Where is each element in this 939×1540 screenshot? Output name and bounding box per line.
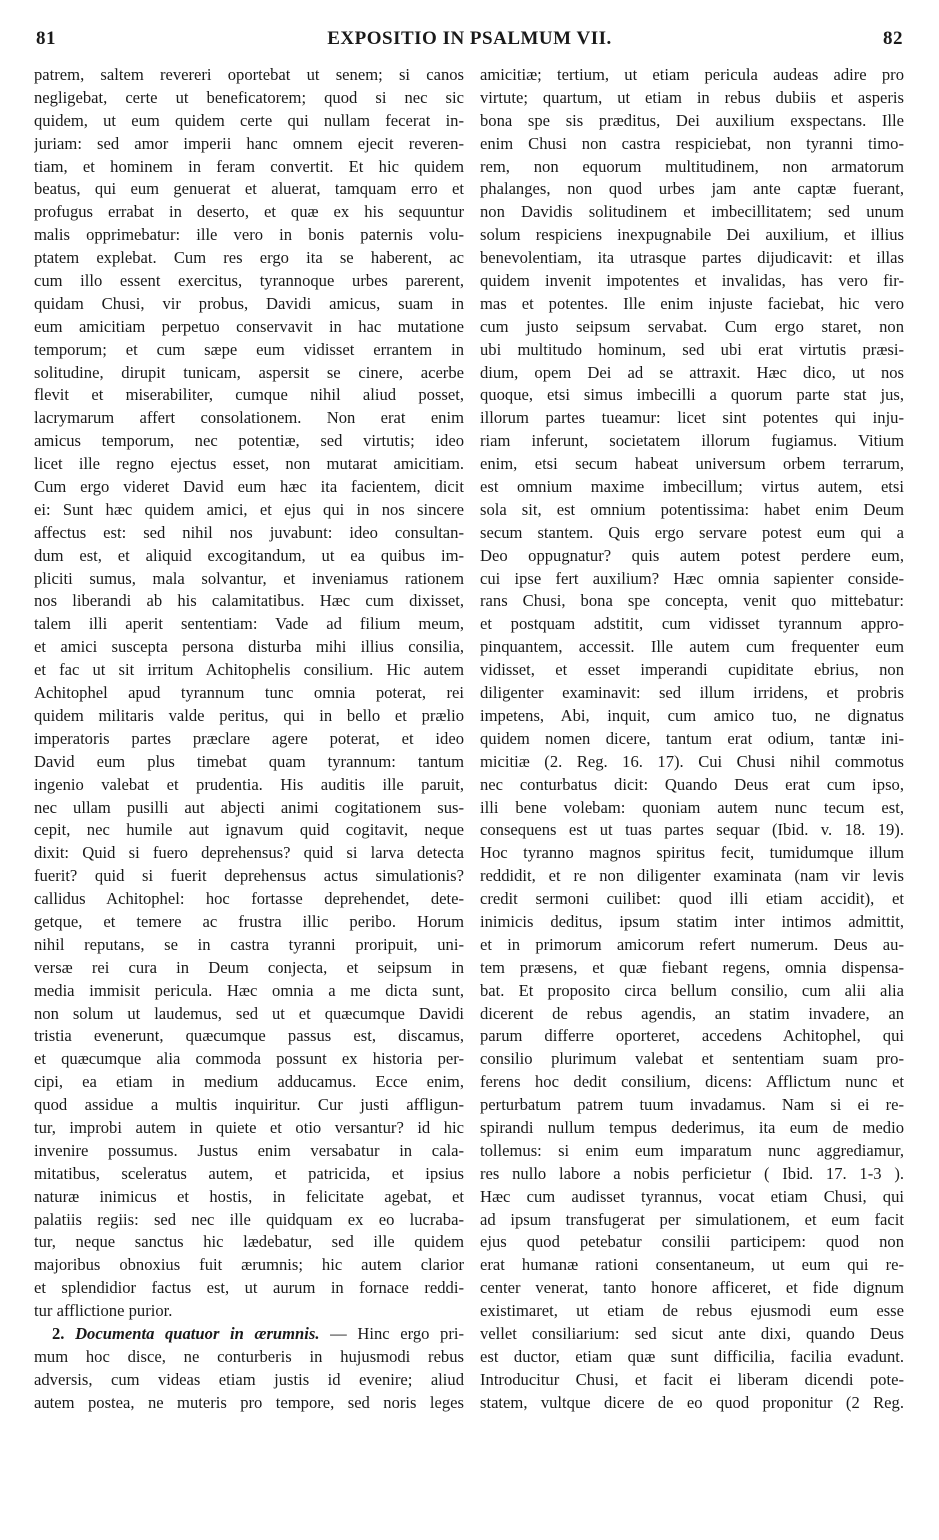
text-line: illorum partes tueamur: licet sint potentes qui inju-: [480, 408, 904, 428]
text-line: et postquam adstitit, cum vidisset tyrannum appro-: [480, 614, 904, 634]
text-line: vidisset, et esset imperandi cupiditate ebrius, non: [480, 660, 904, 680]
text-line: mitatibus, sceleratus autem, et patricida, et ipsius: [34, 1163, 464, 1183]
text-line: riam inferunt, societatem illorum fugiamus. Vitium: [480, 431, 904, 451]
text-line: pliciti sumus, mala solvantur, et inveniamus rationem: [34, 568, 464, 588]
text-line: patrem, saltem revereri oportebat ut senem; si canos: [34, 65, 464, 84]
text-line: bona spe sis præditus, Dei auxilium exspectans. Ille: [480, 110, 904, 130]
text-line: dicerent de rebus agendis, an statim invadere, an: [480, 1003, 904, 1023]
text-line: et in primorum amicorum refert numerum. Deus au-: [480, 934, 904, 954]
text-line: nihil reputans, se in castra tyranni proripuit, uni-: [34, 934, 464, 954]
text-line: David eum plus timebat quam tyrannum: tantum: [34, 751, 464, 771]
text-line: non solum ut laudemus, sed ut et quæcumque Davidi: [34, 1003, 464, 1023]
text-line: et fac ut sit irritum Achitophelis consilium. Hic autem: [34, 660, 464, 680]
text-line: enim, etsi secum habeat universum orbem terrarum,: [480, 454, 904, 474]
text-line: imperatoris partes præclare agere poterat, et ideo: [34, 728, 464, 748]
text-line: perturbatum patrem tuum invadamus. Nam si ei re-: [480, 1095, 904, 1115]
text-line: negligebat, certe ut beneficatorem; quod si nec sic: [34, 87, 464, 107]
text-line: ubi multitudo hominum, sed ubi erat virtutis præsi-: [480, 339, 904, 359]
text-line: lacrymarum affert consolationem. Non erat enim: [34, 408, 464, 428]
text-line: malis opprimebatur: ille vero in bonis paternis volu-: [34, 225, 464, 245]
text-line: ei: Sunt hæc quidem amici, et ejus qui in nos sincere: [34, 499, 464, 519]
text-line: adversis, cum videas etiam justis id evenire; aliud: [34, 1369, 464, 1389]
text-line: cum illo essent exercitus, tyrannoque urbes parerent,: [34, 271, 464, 291]
text-line: nec ullam pusilli aut abjecti animi cogitationem sus-: [34, 797, 464, 817]
text-line: et splendidior factus est, ut aurum in fornace reddi-: [34, 1278, 464, 1298]
text-line: secum stantem. Quis ergo servare potest eum qui a: [480, 522, 904, 542]
text-line: palatiis regiis: sed nec ille quidquam ex eo lucraba-: [34, 1209, 464, 1229]
text-line: versæ rei cura in Deum conjecta, et seipsum in: [34, 957, 464, 977]
text-line: res nullo labore a nobis perficietur ( Ibid. 17. 1-3 ).: [480, 1163, 904, 1183]
text-line: tiam, et hominem in feram convertit. Et hic quidem: [34, 156, 464, 176]
text-line: Cum ergo videret David eum hæc ita facientem, dicit: [34, 477, 464, 497]
text-line: center venerat, tanto honore afficeret, et fide dignum: [480, 1278, 904, 1298]
text-line: pinquantem, accessit. Ille autem cum frequenter eum: [480, 637, 904, 657]
text-line: enim Chusi non castra respiciebat, non tyranni timo-: [480, 133, 904, 153]
text-line: ferens hoc dedit consilium, dicens: Afflictum nunc et: [480, 1072, 904, 1092]
text-line: non Davidis solitudinem et imbecillitatem; sed unum: [480, 202, 904, 222]
text-line: quidam Chusi, vir probus, Davidi amicus, suam in: [34, 293, 464, 313]
text-line: ptatem explebat. Cum res ergo ita se haberent, ac: [34, 248, 464, 268]
text-line: credit sermoni cuilibet: quod illi etiam accidit), et: [480, 889, 904, 909]
text-line: bat. Et proposito circa bellum consilio, cum alii alia: [480, 980, 904, 1000]
text-line: invenire possumus. Justus enim versabatur in cala-: [34, 1140, 464, 1160]
text-line: dixit: Quid si fuero deprehensus? quid si larva detecta: [34, 843, 464, 863]
text-line: cum justo seipsum servabat. Cum ergo staret, non: [480, 316, 904, 336]
text-line: quidem nomen dicere, tantum erat odium, tantæ ini-: [480, 728, 904, 748]
text-line: tur, neque sanctus hic lædebatur, sed ille quidem: [34, 1232, 464, 1252]
text-line: dium, opem Dei ad se attraxit. Hæc dico, ut nos: [480, 362, 904, 382]
text-line: solum respiciens inexpugnabile Dei auxilium, et illius: [480, 225, 904, 245]
section-text: — Hinc ergo pri-: [319, 1323, 464, 1343]
text-line: est omnium maxime imbecillum; virtus autem, etsi: [480, 477, 904, 497]
text-line: statem, vultque dicere de eo quod proponitur (2 Reg.: [480, 1392, 904, 1412]
text-line: benevolentiam, ita utrasque partes dijudicavit: et illas: [480, 248, 904, 268]
text-line: media immisit pericula. Hæc omnia a me dicta sunt,: [34, 980, 464, 1000]
text-line: quidem militaris valde peritus, qui in bello et prælio: [34, 705, 464, 725]
left-text-column: [34, 64, 464, 1415]
running-title: EXPOSITIO IN PSALMUM VII.: [327, 28, 612, 49]
text-line: juriam: sed amor imperii hanc omnem ejecit reveren-: [34, 133, 464, 153]
text-line: illi bene volebam: quoniam autem nunc tecum est,: [480, 797, 904, 817]
text-line: affectus est: sed nihil nos juvabunt: ideo consultan-: [34, 522, 464, 542]
text-line: virtute; quartum, ut etiam in rebus dubiis et asperis: [480, 87, 904, 107]
text-line: quoque, etsi simus imbecilli a quorum parte stat jus,: [480, 385, 904, 405]
text-line: tur afflictione purior.: [34, 1301, 173, 1321]
text-line: vellet consiliarium: sed sicut ante dixi, quando Deus: [480, 1323, 904, 1343]
text-line: cui ipse fert auxilium? Hæc omnia sapienter conside-: [480, 568, 904, 588]
text-line: nec conturbatus dicit: Quando Deus erat cum ipso,: [480, 774, 904, 794]
text-line: micitiæ (2. Reg. 16. 17). Cui Chusi nihil commotus: [480, 751, 904, 771]
section-title: Documenta quatuor in ærumnis.: [75, 1323, 320, 1343]
text-line: tur, improbi autem in quiete et otio versantur? id hic: [34, 1117, 464, 1137]
text-line: licet ille regno ejectus esset, non mutarat amicitiam.: [34, 454, 464, 474]
text-line: rans Chusi, bona spe concepta, venit quo mittebatur:: [480, 591, 904, 611]
text-line: beatus, qui eum genuerat et aluerat, tamquam erro et: [34, 179, 464, 199]
right-text-column: [480, 64, 904, 1415]
text-line: amicus temporum, nec potentiæ, sed virtutis; ideo: [34, 431, 464, 451]
text-line: tollemus: si enim eum imparatum nunc aggrediamur,: [480, 1140, 904, 1160]
text-line: quidem invenit impotentes et invalidas, has vero fir-: [480, 271, 904, 291]
text-line: Achitophel apud tyrannum tunc omnia poterat, rei: [34, 683, 464, 703]
text-line: et quæcumque alia commoda possunt ex historia per-: [34, 1049, 464, 1069]
text-line: Hæc cum audisset tyrannus, vocat etiam Chusi, qui: [480, 1186, 904, 1206]
text-line: eum amicitiam perpetuo conservavit in hac mutatione: [34, 316, 464, 336]
text-line: tem præsens, et quæ fiebant regens, omnia dispensa-: [480, 957, 904, 977]
page-number-left: 81: [36, 28, 56, 49]
text-line: getque, et temere ac frustra illic peribo. Horum: [34, 911, 464, 931]
text-line: cipi, ea etiam in medium adducamus. Ecce enim,: [34, 1072, 464, 1092]
text-line: diligenter examinavit: sed illum irridens, et probris: [480, 683, 904, 703]
text-line: phalanges, non quod urbes jam ante captæ fuerant,: [480, 179, 904, 199]
section-number: 2.: [52, 1323, 65, 1343]
text-line: flevit et miserabiliter, cumque nihil aliud posset,: [34, 385, 464, 405]
text-line: talem illi aperit sententiam: Vade ad filium meum,: [34, 614, 464, 634]
text-line: sola sit, est omnium potentissima: habet enim Deum: [480, 499, 904, 519]
text-line: dum est, et aliquid excogitandum, ut ea quibus im-: [34, 545, 464, 565]
text-line: temporum; et cum sæpe eum vidisset errantem in: [34, 339, 464, 359]
text-line: mas et potentes. Ille enim injuste faciebat, hic vero: [480, 293, 904, 313]
page-number-right: 82: [883, 28, 903, 49]
text-line: inimicis deditus, ipsum statim inter intimos admittit,: [480, 911, 904, 931]
text-line: Deo oppugnatur? quis autem potest perdere eum,: [480, 545, 904, 565]
text-line: Hoc tyranno magnos spiritus fecit, tumidumque illum: [480, 843, 904, 863]
text-line: cepit, nec humile aut ignavum quid cogitavit, neque: [34, 820, 464, 840]
text-line: est ductor, etiam quæ sunt difficilia, facilia evadunt.: [480, 1346, 904, 1366]
text-line: ejus quod petebatur consilii participem: quod non: [480, 1232, 904, 1252]
page-header: [36, 28, 903, 54]
text-line: solitudine, dirupit tunicam, aspersit se cinere, acerbe: [34, 362, 464, 382]
text-line: spirandi nullum tempus dederimus, ita eum de medio: [480, 1117, 904, 1137]
text-line: profugus errabat in deserto, et quæ ex his sequuntur: [34, 202, 464, 222]
text-line: autem postea, ne muteris pro tempore, sed noris leges: [34, 1392, 464, 1412]
text-line: majoribus obnoxius fuit ærumnis; hic autem clarior: [34, 1255, 464, 1275]
text-line: consequens est ut tuas partes sequar (Ibid. v. 18. 19).: [480, 820, 904, 840]
text-line: rem, non equorum multitudinem, non armatorum: [480, 156, 904, 176]
text-line: naturæ inimicus et hostis, in felicitate agebat, et: [34, 1186, 464, 1206]
text-line: callidus Achitophel: hoc fortasse deprehendet, dete-: [34, 889, 464, 909]
text-line: amicitiæ; tertium, ut etiam pericula audeas adire pro: [480, 65, 904, 84]
text-line: quidem, ut eum quidem certe qui nullam fecerat in-: [34, 110, 464, 130]
text-line: ad ipsum transfugerat per simulationem, et eum facit: [480, 1209, 904, 1229]
text-line: parum differre oporteret, accedens Achitophel, qui: [480, 1026, 904, 1046]
text-line: ingenio valebat et prudentia. His auditis ille paruit,: [34, 774, 464, 794]
text-line: tristia evenerunt, quæcumque passus est, discamus,: [34, 1026, 464, 1046]
text-line: consilio plurimum valebat et sententiam suam pro-: [480, 1049, 904, 1069]
text-line: erat humanæ rationi consentaneum, ut eum qui re-: [480, 1255, 904, 1275]
text-line: nos liberandi ab his calamitatibus. Hæc cum dixisset,: [34, 591, 464, 611]
text-line: quod assidue a multis inquiritur. Cur justi affligun-: [34, 1095, 464, 1115]
text-line: Introducitur Chusi, et facit ei liberam dicendi pote-: [480, 1369, 904, 1389]
text-line: reddidit, et re non diligenter examinata (nam vir levis: [480, 866, 904, 886]
text-line: et amici suscepta persona disturba mihi illius consilia,: [34, 637, 464, 657]
text-line: mum hoc disce, ne conturberis in hujusmodi rebus: [34, 1346, 464, 1366]
text-line: fuerit? quid si fuerit deprehensus actus simulationis?: [34, 866, 464, 886]
section-heading: [34, 1323, 464, 1346]
text-line: existimaret, ut etiam de rebus ejusmodi eum esse: [480, 1301, 904, 1321]
text-line: impetens, Abi, inquit, cum amico tuo, ne dignatus: [480, 705, 904, 725]
